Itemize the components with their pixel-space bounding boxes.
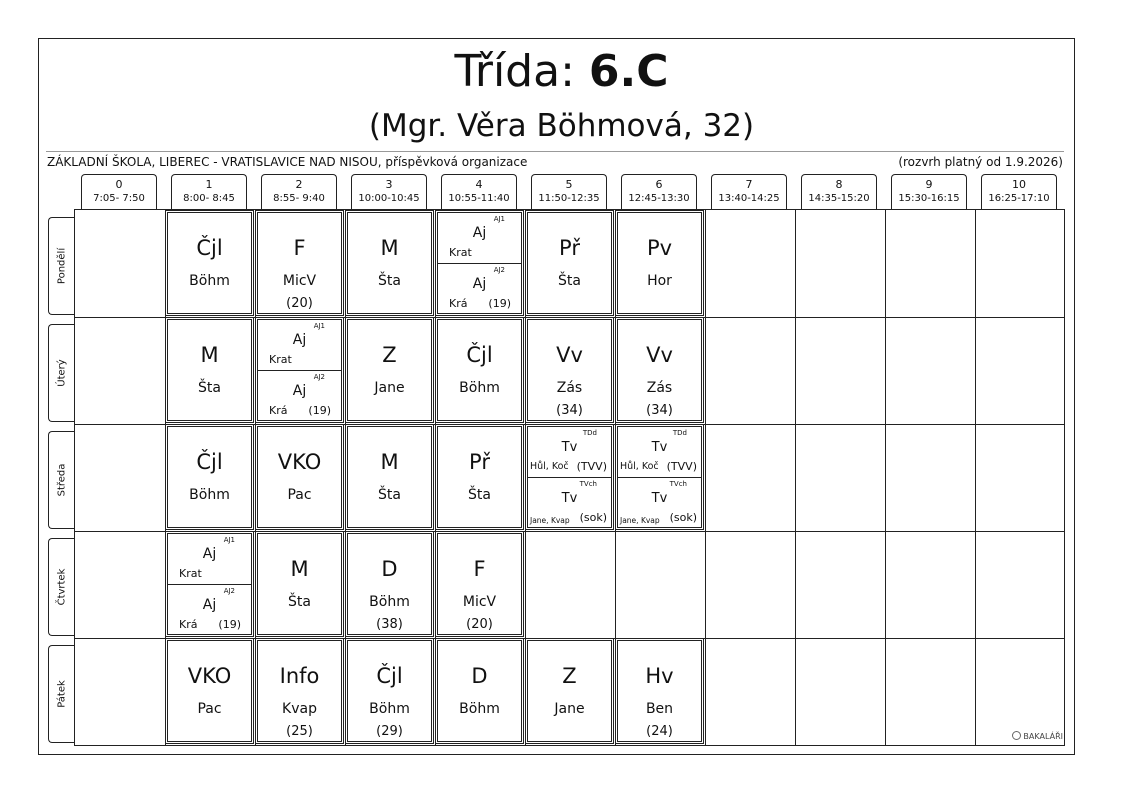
subject: Čjl — [196, 236, 223, 260]
subject: Vv — [646, 343, 673, 367]
timetable-grid — [74, 209, 1065, 746]
teacher: Böhm — [189, 273, 230, 289]
lesson-group[interactable] — [528, 427, 611, 477]
hour-number: 3 — [385, 178, 393, 191]
lesson-cell[interactable] — [257, 533, 342, 635]
hour-number: 7 — [745, 178, 753, 191]
day-label-3 — [48, 538, 74, 636]
logo-text: BAKALÁŘI — [1023, 732, 1063, 741]
teacher: Zás — [556, 380, 583, 396]
teacher: Pac — [197, 701, 222, 717]
lesson-cell[interactable] — [347, 640, 432, 742]
lesson-cell[interactable] — [257, 426, 342, 528]
day-name: Úterý — [56, 359, 67, 387]
subject: Info — [279, 664, 320, 688]
grid-column-line — [165, 210, 166, 745]
subject: Vv — [556, 343, 583, 367]
teacher: Krat — [179, 567, 202, 580]
lesson-cell[interactable] — [257, 319, 342, 421]
day-label-2 — [48, 431, 74, 529]
hour-number: 4 — [475, 178, 483, 191]
lesson-cell[interactable] — [167, 640, 252, 742]
teacher: Šta — [198, 380, 221, 396]
subject: Aj — [202, 597, 217, 613]
teacher: Kvap — [282, 701, 317, 717]
hour-number: 1 — [205, 178, 213, 191]
lesson-cell[interactable] — [347, 319, 432, 421]
grid-column-line — [975, 210, 976, 745]
lesson-cell[interactable] — [167, 212, 252, 314]
grid-column-line — [255, 210, 256, 745]
grid-column-line — [525, 210, 526, 745]
hour-header-10 — [981, 174, 1057, 209]
teacher: Krat — [269, 353, 292, 366]
teacher: Pac — [287, 487, 312, 503]
subject: VKO — [187, 664, 232, 688]
subject: Tv — [561, 491, 578, 506]
grid-column-line — [615, 210, 616, 745]
subject: D — [381, 557, 398, 581]
lesson-cell[interactable] — [527, 640, 612, 742]
teacher: Šta — [378, 487, 401, 503]
hour-time: 12:45-13:30 — [628, 193, 690, 204]
hour-time: 10:00-10:45 — [358, 193, 420, 204]
subject: Aj — [472, 276, 487, 292]
hour-time: 8:00- 8:45 — [183, 193, 235, 204]
subject: Tv — [561, 440, 578, 455]
subject: Čjl — [376, 664, 403, 688]
teacher: Böhm — [459, 701, 500, 717]
teacher: Jane — [554, 701, 585, 717]
lesson-cell[interactable] — [257, 640, 342, 742]
teacher: Jane — [374, 380, 405, 396]
teacher: Krá — [269, 404, 288, 417]
lesson-cell[interactable] — [257, 212, 342, 314]
teacher: Ben — [645, 701, 674, 717]
hour-time: 11:50-12:35 — [538, 193, 600, 204]
teacher: MicV — [282, 273, 317, 289]
room: (20) — [466, 617, 493, 632]
hour-header-2 — [261, 174, 337, 209]
room: (TVV) — [576, 460, 607, 473]
subject: M — [380, 450, 399, 474]
hour-number: 5 — [565, 178, 573, 191]
day-label-1 — [48, 324, 74, 422]
hour-time: 16:25-17:10 — [988, 193, 1050, 204]
hour-number: 10 — [1012, 178, 1026, 191]
subject: Aj — [202, 546, 217, 562]
room: (25) — [286, 724, 313, 739]
bakalari-logo — [1012, 731, 1063, 741]
page-title — [0, 44, 1123, 100]
room: (sok) — [579, 511, 607, 524]
lesson-cell[interactable] — [617, 319, 702, 421]
teacher: Böhm — [189, 487, 230, 503]
room: (19) — [218, 618, 241, 631]
subject: Tv — [651, 491, 668, 506]
subject: Aj — [292, 332, 307, 348]
lesson-group[interactable] — [618, 477, 701, 527]
hour-number: 2 — [295, 178, 303, 191]
subject: Př — [469, 450, 490, 474]
hour-header-4 — [441, 174, 517, 209]
room: (19) — [308, 404, 331, 417]
hour-number: 8 — [835, 178, 843, 191]
hour-time: 14:35-15:20 — [808, 193, 870, 204]
lesson-cell[interactable] — [437, 426, 522, 528]
subject: Hv — [645, 664, 674, 688]
room: (sok) — [669, 511, 697, 524]
hour-time: 8:55- 9:40 — [273, 193, 325, 204]
teacher: Böhm — [369, 701, 410, 717]
grid-row-line — [75, 638, 1064, 639]
hour-number: 9 — [925, 178, 933, 191]
lesson-group[interactable] — [258, 320, 341, 370]
hour-time: 10:55-11:40 — [448, 193, 510, 204]
group-code: TDd — [672, 429, 687, 437]
subject: D — [471, 664, 488, 688]
day-name: Středa — [56, 463, 67, 497]
lesson-group[interactable] — [168, 584, 251, 634]
lesson-cell[interactable] — [527, 426, 612, 528]
group-code: AJ2 — [313, 373, 325, 381]
class-name: 6.C — [588, 46, 669, 97]
day-name: Pondělí — [56, 247, 67, 285]
lesson-cell[interactable] — [347, 426, 432, 528]
teacher: Krá — [449, 297, 468, 310]
subject: F — [293, 236, 306, 260]
teacher: Jane, Kvap — [530, 516, 570, 525]
lesson-cell[interactable] — [617, 640, 702, 742]
day-label-4 — [48, 645, 74, 743]
teacher: Krá — [179, 618, 198, 631]
lesson-cell[interactable] — [437, 640, 522, 742]
grid-row-line — [75, 531, 1064, 532]
lesson-cell[interactable] — [527, 212, 612, 314]
room: (24) — [646, 724, 673, 739]
group-code: TDd — [582, 429, 597, 437]
group-code: TVch — [579, 480, 597, 488]
divider — [46, 151, 1064, 152]
hour-time: 13:40-14:25 — [718, 193, 780, 204]
validity-note: (rozvrh platný od 1.9.2026) — [898, 155, 1063, 169]
subject: M — [200, 343, 219, 367]
bakalari-icon — [1012, 731, 1021, 740]
subject: Př — [559, 236, 580, 260]
hour-time: 7:05- 7:50 — [93, 193, 145, 204]
room: (34) — [556, 403, 583, 418]
hour-time: 15:30-16:15 — [898, 193, 960, 204]
group-code: AJ1 — [313, 322, 325, 330]
subject: Aj — [292, 383, 307, 399]
class-teacher: (Mgr. Věra Böhmová, 32) — [368, 108, 755, 144]
grid-column-line — [885, 210, 886, 745]
room: (20) — [286, 296, 313, 311]
hour-header-3 — [351, 174, 427, 209]
lesson-cell[interactable] — [347, 212, 432, 314]
subject: Čjl — [196, 450, 223, 474]
room: (29) — [376, 724, 403, 739]
teacher: Hor — [647, 273, 672, 289]
lesson-group[interactable] — [258, 370, 341, 420]
teacher: Šta — [558, 273, 581, 289]
hour-number: 6 — [655, 178, 663, 191]
teacher: Šta — [378, 273, 401, 289]
subject: Pv — [646, 236, 673, 260]
room: (38) — [376, 617, 403, 632]
subject: M — [290, 557, 309, 581]
lesson-cell[interactable] — [437, 212, 522, 314]
group-code: TVch — [669, 480, 687, 488]
teacher: Böhm — [459, 380, 500, 396]
teacher: Zás — [646, 380, 673, 396]
lesson-cell[interactable] — [527, 319, 612, 421]
lesson-cell[interactable] — [167, 319, 252, 421]
teacher: Jane, Kvap — [620, 516, 660, 525]
group-code: AJ1 — [493, 215, 505, 223]
subject: Aj — [472, 225, 487, 241]
lesson-cell[interactable] — [167, 533, 252, 635]
day-label-0 — [48, 217, 74, 315]
teacher: Šta — [288, 594, 311, 610]
teacher: Böhm — [369, 594, 410, 610]
subject: F — [473, 557, 486, 581]
lesson-group[interactable] — [528, 477, 611, 527]
grid-row-line — [75, 424, 1064, 425]
lesson-cell[interactable] — [167, 426, 252, 528]
group-code: AJ2 — [493, 266, 505, 274]
group-code: AJ2 — [223, 587, 235, 595]
hour-header-9 — [891, 174, 967, 209]
room: (TVV) — [666, 460, 697, 473]
subject: Čjl — [466, 343, 493, 367]
school-name: ZÁKLADNÍ ŠKOLA, LIBEREC - VRATISLAVICE NAD NISOU, příspěvková organizace — [47, 155, 528, 169]
grid-row-line — [75, 317, 1064, 318]
hour-header-1 — [171, 174, 247, 209]
room: (19) — [488, 297, 511, 310]
lesson-group[interactable] — [438, 213, 521, 263]
hour-header-8 — [801, 174, 877, 209]
lesson-cell[interactable] — [437, 533, 522, 635]
subject: Z — [562, 664, 577, 688]
grid-column-line — [435, 210, 436, 745]
room: (34) — [646, 403, 673, 418]
title-prefix: Třída: — [454, 46, 575, 97]
subject: Z — [382, 343, 397, 367]
teacher: Krat — [449, 246, 472, 259]
hour-header-0 — [81, 174, 157, 209]
subject: Tv — [651, 440, 668, 455]
grid-column-line — [345, 210, 346, 745]
lesson-group[interactable] — [438, 263, 521, 313]
lesson-cell[interactable] — [617, 212, 702, 314]
teacher: Hůl, Koč — [530, 461, 569, 472]
grid-column-line — [795, 210, 796, 745]
lesson-cell[interactable] — [347, 533, 432, 635]
lesson-group[interactable] — [618, 427, 701, 477]
hour-header-7 — [711, 174, 787, 209]
lesson-cell[interactable] — [617, 426, 702, 528]
hour-number: 0 — [115, 178, 123, 191]
hour-header-5 — [531, 174, 607, 209]
teacher: MicV — [462, 594, 497, 610]
day-name: Pátek — [56, 680, 67, 708]
day-name: Čtvrtek — [56, 568, 67, 606]
subject: M — [380, 236, 399, 260]
teacher: Šta — [468, 487, 491, 503]
lesson-cell[interactable] — [437, 319, 522, 421]
lesson-group[interactable] — [168, 534, 251, 584]
subject: VKO — [277, 450, 322, 474]
group-code: AJ1 — [223, 536, 235, 544]
teacher: Hůl, Koč — [620, 461, 659, 472]
hour-header-6 — [621, 174, 697, 209]
grid-column-line — [705, 210, 706, 745]
